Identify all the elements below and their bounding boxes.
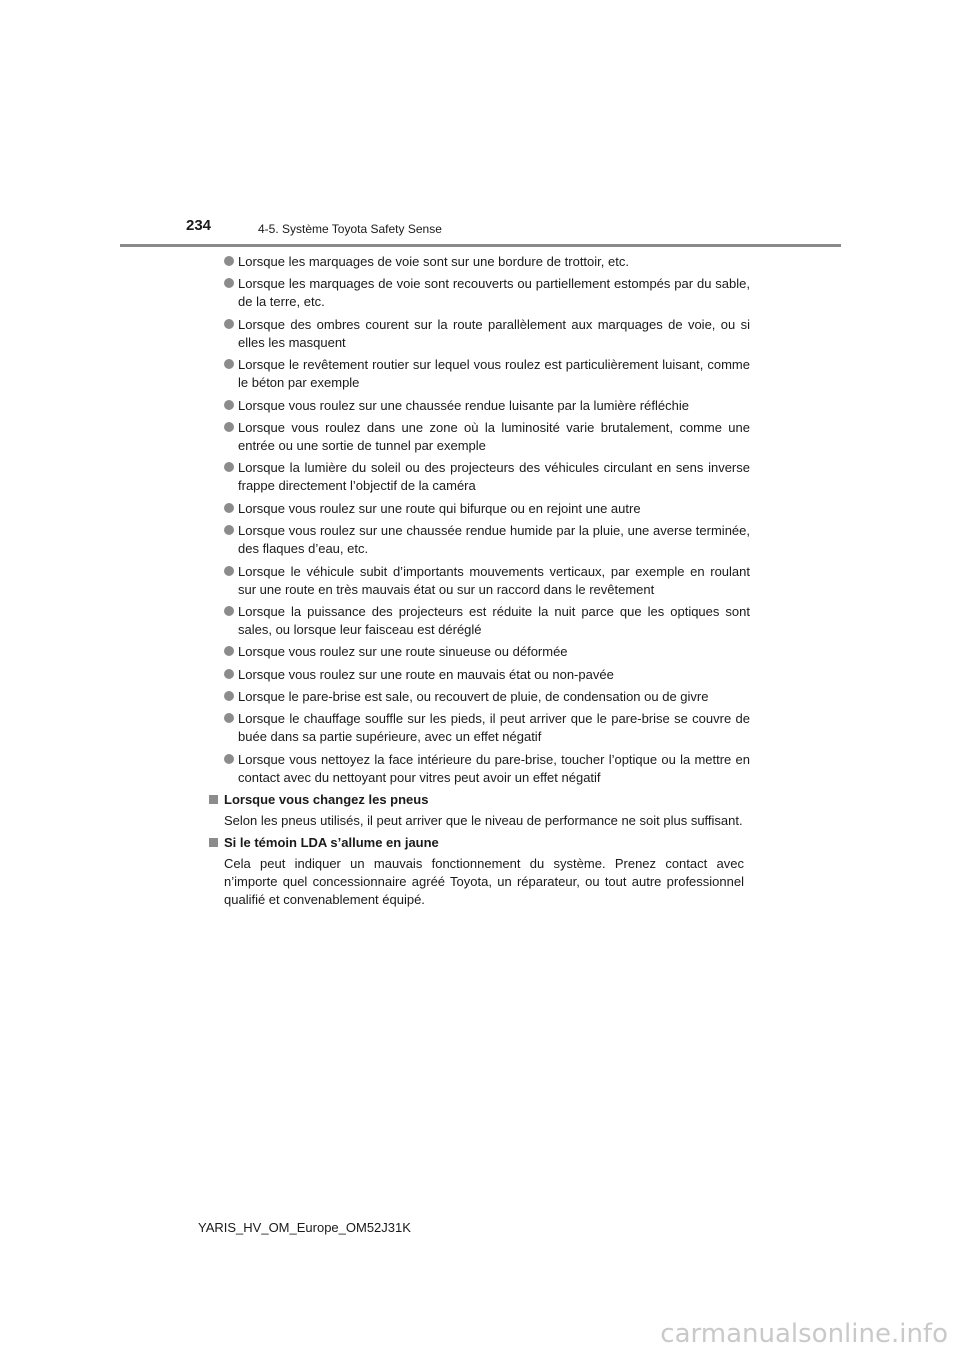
list-item-text: Lorsque vous roulez sur une route en mauvais état ou non-pavée — [238, 666, 614, 682]
watermark: carmanualsonline.info — [660, 1319, 948, 1349]
bullet-icon — [224, 669, 234, 679]
footer-code: YARIS_HV_OM_Europe_OM52J31K — [198, 1220, 411, 1235]
bullet-icon — [224, 256, 234, 266]
section-title: 4-5. Système Toyota Safety Sense — [258, 222, 442, 236]
square-bullet-icon — [209, 838, 218, 847]
bullet-icon — [224, 691, 234, 701]
list-item — [208, 316, 750, 352]
bullet-icon — [224, 566, 234, 576]
list-item-text: Lorsque vous roulez sur une chaussée rendue humide par la pluie, une averse terminée, des flaques d’eau, etc. — [238, 523, 750, 557]
list-item-text: Lorsque vous nettoyez la face intérieure du pare-brise, toucher l’optique ou la mettre en contact avec du nettoyant pour vitres peut avoir un effet négatif — [238, 751, 750, 785]
bullet-icon — [224, 278, 234, 288]
bullet-icon — [224, 422, 234, 432]
bullet-icon — [224, 462, 234, 472]
header-rule — [120, 244, 841, 247]
list-item — [208, 253, 750, 271]
main-content — [208, 253, 750, 913]
bullet-icon — [224, 525, 234, 535]
list-item-text: Lorsque le pare-brise est sale, ou recouvert de pluie, de condensation ou de givre — [238, 689, 709, 705]
bullet-icon — [224, 713, 234, 723]
note-title: Si le témoin LDA s’allume en jaune — [224, 835, 439, 851]
list-item-text: Lorsque les marquages de voie sont recouverts ou partiellement estompés par du sable, de la terre, etc. — [238, 276, 750, 310]
bullet-icon — [224, 319, 234, 329]
list-item-text: Lorsque le véhicule subit d’importants mouvements verticaux, par exemple en roulant sur une route en très mauvais état ou sur un raccord dans le revêtement — [238, 563, 750, 597]
list-item-text: Lorsque des ombres courent sur la route parallèlement aux marquages de voie, ou si elles les masquent — [238, 316, 750, 350]
note-title: Lorsque vous changez les pneus — [224, 792, 429, 808]
list-item — [208, 500, 750, 518]
bullet-icon — [224, 503, 234, 513]
note-lda-warning — [208, 834, 750, 909]
list-item — [208, 419, 750, 455]
note-heading — [208, 834, 750, 852]
note-body: Cela peut indiquer un mauvais fonctionnement du système. Prenez contact avec n’importe quel concessionnaire agréé Toyota, un réparateur, ou tout autre professionnel qualifié et convenablement équipé. — [224, 856, 744, 908]
list-item — [208, 522, 750, 558]
bullet-icon — [224, 754, 234, 764]
list-item-text: Lorsque le chauffage souffle sur les pieds, il peut arriver que le pare-brise se couvre de buée dans sa partie supérieure, avec un effet négatif — [238, 711, 750, 745]
list-item — [208, 397, 750, 415]
list-item — [208, 459, 750, 495]
square-bullet-icon — [209, 795, 218, 804]
list-item — [208, 666, 750, 684]
bullet-icon — [224, 359, 234, 369]
bullet-icon — [224, 400, 234, 410]
list-item-text: Lorsque la lumière du soleil ou des projecteurs des véhicules circulant en sens inverse frappe directement l’objectif de la caméra — [238, 460, 750, 494]
note-heading — [208, 791, 750, 809]
list-item — [208, 710, 750, 746]
list-item-text: Lorsque le revêtement routier sur lequel vous roulez est particulièrement luisant, comme le béton par exemple — [238, 357, 750, 391]
note-tire-change — [208, 791, 750, 830]
list-item — [208, 563, 750, 599]
list-item — [208, 275, 750, 311]
list-item — [208, 603, 750, 639]
list-item-text: Lorsque vous roulez sur une route sinueuse ou déformée — [238, 644, 568, 660]
list-item-text: Lorsque vous roulez dans une zone où la luminosité varie brutalement, comme une entrée ou une sortie de tunnel par exemple — [238, 419, 750, 453]
list-item-text: Lorsque vous roulez sur une chaussée rendue luisante par la lumière réfléchie — [238, 397, 689, 413]
list-item — [208, 356, 750, 392]
list-item-text: Lorsque vous roulez sur une route qui bifurque ou en rejoint une autre — [238, 500, 641, 516]
note-body: Selon les pneus utilisés, il peut arriver que le niveau de performance ne soit plus suffisant. — [224, 813, 743, 829]
list-item — [208, 643, 750, 661]
page-number: 234 — [186, 217, 212, 234]
bullet-icon — [224, 606, 234, 616]
list-item — [208, 688, 750, 706]
bullet-icon — [224, 646, 234, 656]
list-item-text: Lorsque la puissance des projecteurs est réduite la nuit parce que les optiques sont sales, ou lorsque leur faisceau est déréglé — [238, 603, 750, 637]
bullet-list — [208, 253, 750, 787]
list-item-text: Lorsque les marquages de voie sont sur une bordure de trottoir, etc. — [238, 254, 629, 269]
list-item — [208, 751, 750, 787]
